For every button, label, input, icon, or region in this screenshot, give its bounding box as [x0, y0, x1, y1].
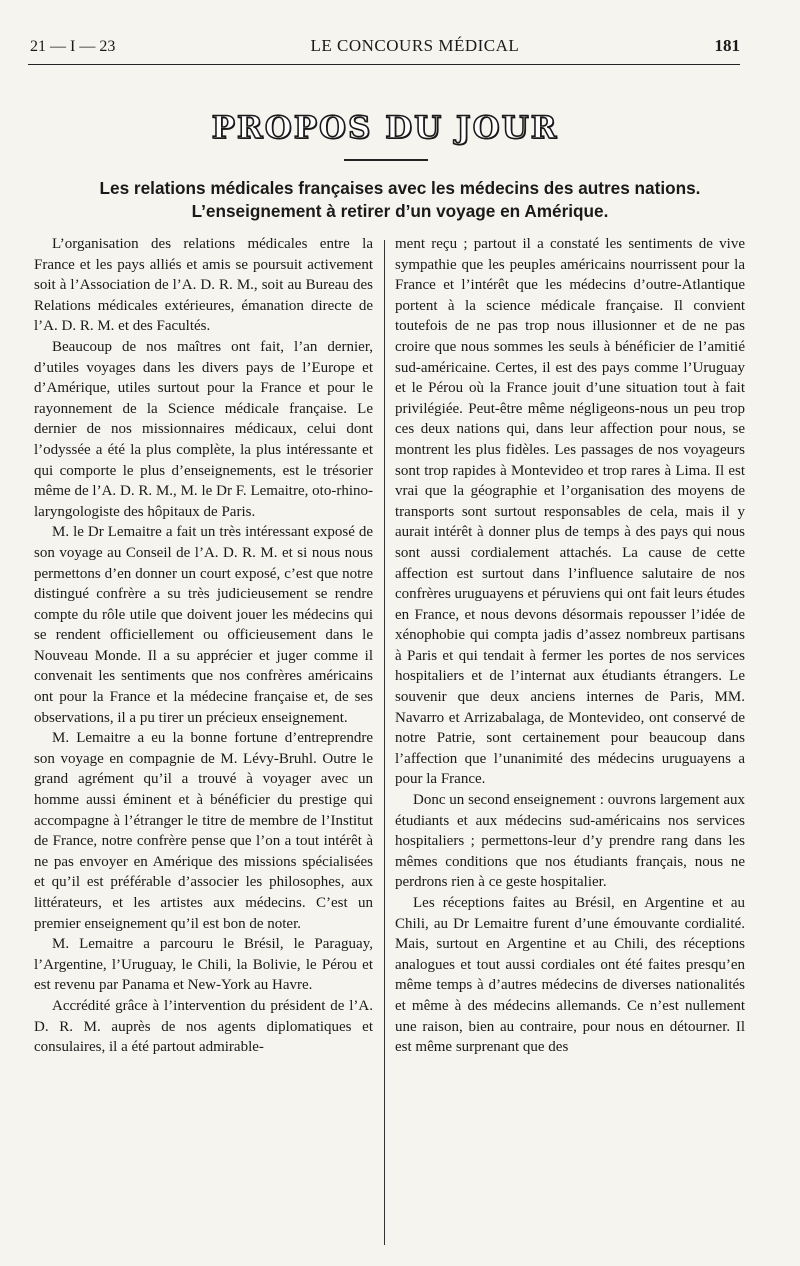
issue-date: 21 — I — 23: [30, 38, 116, 55]
journal-title: LE CONCOURS MÉDICAL: [310, 36, 520, 55]
paragraph: M. Lemaitre a eu la bonne fortune d’entreprendre son voyage en compagnie de M. Lévy-Bruhl. Outre le grand agrément qu’il a trouvé à voyager avec un homme aussi éminent et à bénéficier du prestige qui accompagne à l’étranger le titre de membre de l’Institut de France, notre confrère pense que l’on a tout intérêt à ne pas envoyer en Amérique des missions spécialisées et qu’il est préférable d’associer les philosophes, aux littérateurs, et les artistes aux médecins. C’est un premier enseignement qu’il est bon de noter.: [34, 730, 373, 932]
paragraph: M. le Dr Lemaitre a fait un très intéressant exposé de son voyage au Conseil de l’A. D. R. M. et si nous nous permettons d’en donner un court exposé, c’est que notre distingué confrère a su très judicieusement se rendre compte du rôle utile que doivent jouer les médecins qui se rendent officiellement ou officieusement dans le Nouveau Monde. Il a su apprécier et juger comme il convenait les sentiments que nos confrères américains ont pour la France et la médecine française et, de ses observations, il a pu tirer un précieux enseignement.: [34, 524, 373, 726]
paragraph: L’organisation des relations médicales entre la France et les pays alliés et amis se poursuit activement soit à l’Association de l’A. D. R. M., soit au Bureau des Relations médicales extérieures, émanation directe de l’A. D. R. M. et des Facultés.: [34, 236, 373, 335]
header-rule: [28, 64, 740, 65]
rubric-rule: [344, 159, 428, 161]
paragraph: Les réceptions faites au Brésil, en Argentine et au Chili, au Dr Lemaitre furent d’une émouvante cordialité. Mais, surtout en Argentine et au Chili, des réceptions analogues et tout aussi cordiales ont été faites presqu’en même temps à d’autres médecins de diverses nationalités et même à des médecins allemands. Ce n’est nullement une raison, bien au contraire, pour nous en détourner. Il est même surprenant que des: [395, 895, 745, 1056]
left-column: [34, 234, 373, 1058]
right-column: [395, 234, 745, 1058]
paragraph: M. Lemaitre a parcouru le Brésil, le Paraguay, l’Argentine, l’Uruguay, le Chili, la Bolivie, le Pérou et est revenu par Panama et New-York au Havre.: [34, 936, 373, 994]
column-divider: [384, 240, 385, 1245]
headline-line-1: Les relations médicales françaises avec les médecins des autres nations.: [99, 178, 701, 198]
headline-line-2: L’enseignement à retirer d’un voyage en Amérique.: [191, 201, 609, 221]
paragraph: Donc un second enseignement : ouvrons largement aux étudiants et aux médecins sud-américains nos services hospitaliers ; permettons-leur d’y prendre rang dans les mêmes conditions que nos étudiants français, nous ne perdrons rien à ce geste hospitalier.: [395, 792, 745, 891]
article-headline: [20, 177, 780, 223]
section-rubric: PROPOS DU JOUR: [211, 110, 559, 146]
paragraph: Accrédité grâce à l’intervention du président de l’A. D. R. M. auprès de nos agents diplomatiques et consulaires, il a été partout admirable-: [34, 997, 373, 1056]
running-header: [30, 36, 740, 58]
page-number: 181: [714, 36, 740, 55]
paragraph: Beaucoup de nos maîtres ont fait, l’an dernier, d’utiles voyages dans les divers pays de l’Europe et d’Amérique, utiles surtout pour la France et pour le rayonnement de la Science médicale française. Le dernier de nos missionnaires médicaux, celui dont l’odyssée a été la plus complète, la plus intéressante et qui comporte le plus d’enseignements, est le trésorier même de l’A. D. R. M., M. le Dr F. Lemaitre, oto-rhino-laryngologiste des hôpitaux de Paris.: [34, 338, 373, 520]
paragraph: ment reçu ; partout il a constaté les sentiments de vive sympathie que les peuples américains nourrissent pour la France et l’intérêt que les médecins d’outre-Atlantique portent à la science médicale française. Il convient toutefois de ne pas trop nous illusionner et de ne pas croire que nous sommes les seuls à bénéficier de l’amitié sud-américaine. Certes, il est des pays comme l’Uruguay et le Pérou où la France jouit d’une situation tout à fait privilégiée. Peut-être même négligeons-nous un peu trop ces deux nations qui, dans leur affection pour nous, se montrent les plus fidèles. Les passages de nos voyageurs sont trop rapides à Montevideo et trop rares à Lima. Il est vrai que la géographie et l’organisation des moyens de transports sont surtout responsables de cela, mais il y aurait intérêt à donner plus de temps à des pays qui nous sont aussi cordialement attachés. La cause de cette affection est surtout dans l’influence salutaire de nos confrères uruguayens et péruviens qui ont fait leurs études en France, et nous devons désormais repousser l’idée de xénophobie qui compta jadis d’assez nombreux partisans à Paris et qui tendait à fermer les portes de nos services hospitaliers et de l’internat aux étudiants étrangers. Le souvenir que deux anciens internes de Paris, MM. Navarro et Arrizabalaga, de Montevideo, ont conservé de notre Patrie, sont certainement pour beaucoup dans l’affection que l’unanimité des médecins uruguayens a pour la France.: [395, 236, 745, 788]
